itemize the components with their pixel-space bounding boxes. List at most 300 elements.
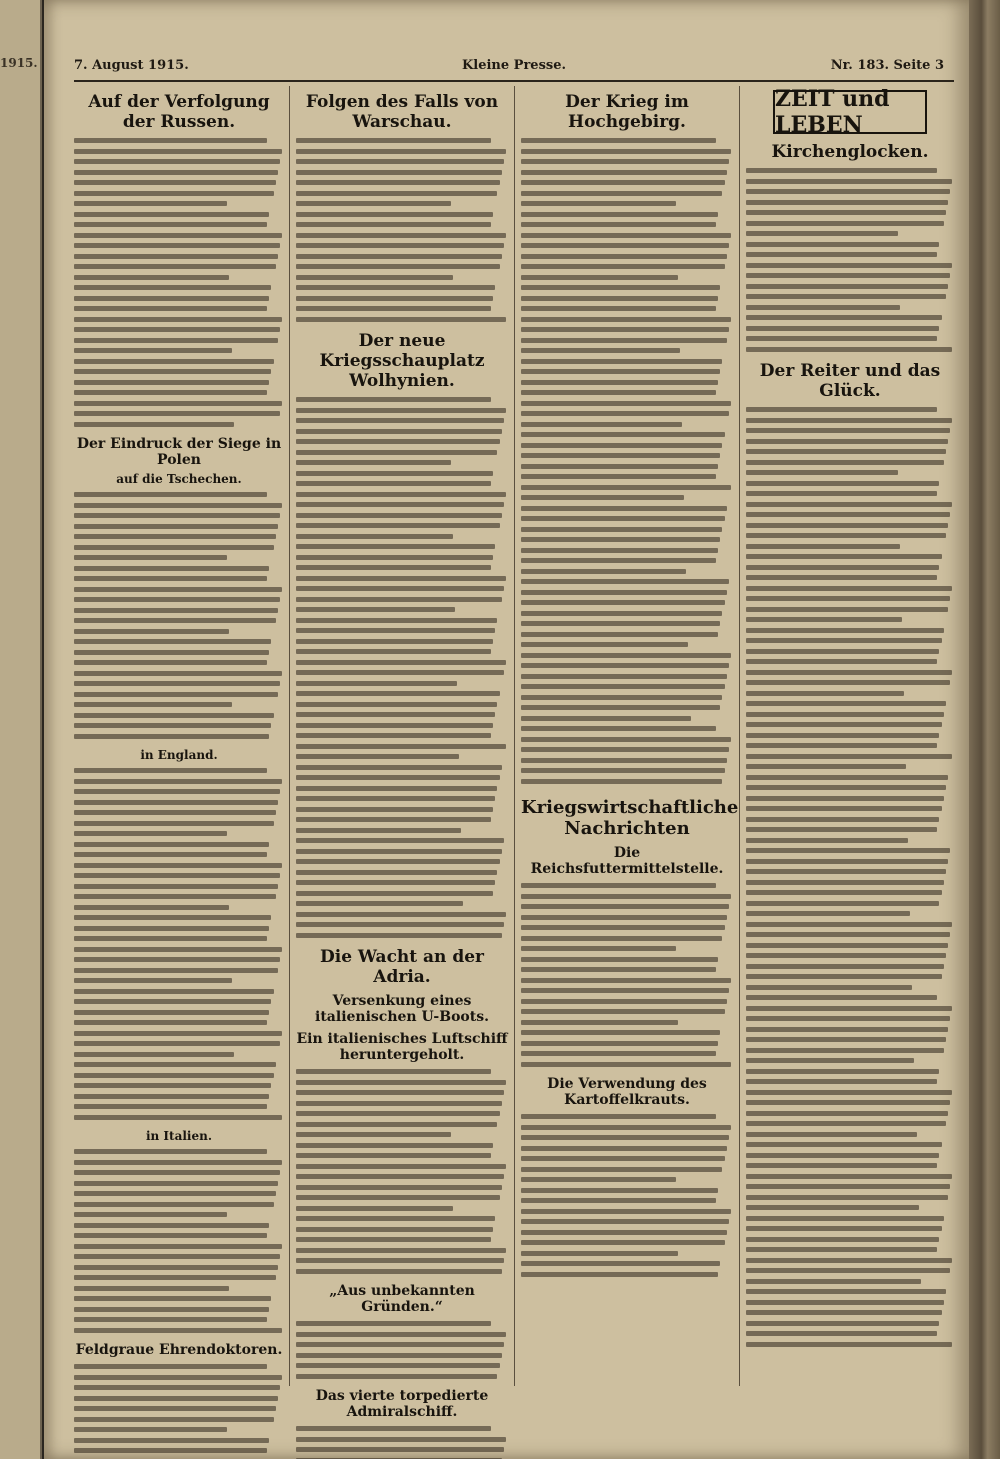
story-body: [746, 405, 954, 1350]
text-line-placeholder: [74, 1050, 284, 1061]
text-line-placeholder: [296, 157, 508, 168]
text-line-placeholder: [746, 1140, 954, 1151]
text-line-placeholder: [74, 1315, 284, 1326]
text-line-placeholder: [74, 1294, 284, 1305]
text-line-placeholder: [74, 1415, 284, 1426]
text-line-placeholder: [521, 986, 733, 997]
text-line-placeholder: [296, 304, 508, 315]
text-line-placeholder: [521, 157, 733, 168]
text-line-placeholder: [521, 556, 733, 567]
text-line-placeholder: [296, 626, 508, 637]
text-line-placeholder: [521, 315, 733, 326]
text-line-placeholder: [74, 210, 284, 221]
headline-fall-warsaw: Folgen des Falls von Warschau.: [305, 92, 499, 132]
text-line-placeholder: [746, 1067, 954, 1078]
text-line-placeholder: [296, 1372, 508, 1383]
text-line-placeholder: [296, 294, 508, 305]
text-line-placeholder: [746, 1329, 954, 1340]
text-line-placeholder: [746, 783, 954, 794]
text-line-placeholder: [746, 1203, 954, 1214]
text-line-placeholder: [521, 367, 733, 378]
text-line-placeholder: [74, 220, 284, 231]
text-line-placeholder: [296, 542, 508, 553]
text-line-placeholder: [296, 168, 508, 179]
article-body: [74, 1362, 284, 1457]
text-line-placeholder: [74, 1200, 284, 1211]
text-line-placeholder: [746, 510, 954, 521]
text-line-placeholder: [74, 1446, 284, 1457]
text-line-placeholder: [296, 668, 508, 679]
text-line-placeholder: [521, 651, 733, 662]
text-line-placeholder: [74, 283, 284, 294]
subheadline-italy: in Italien.: [145, 1129, 213, 1143]
adjacent-page-year: 1915.: [0, 58, 38, 69]
text-line-placeholder: [296, 1435, 508, 1446]
text-line-placeholder: [746, 1256, 954, 1267]
text-line-placeholder: [74, 1221, 284, 1232]
text-line-placeholder: [296, 605, 508, 616]
column-divider: [739, 86, 740, 1386]
text-line-placeholder: [521, 1228, 733, 1239]
text-line-placeholder: [521, 588, 733, 599]
text-line-placeholder: [521, 1165, 733, 1176]
text-line-placeholder: [746, 573, 954, 584]
article-body: [521, 881, 733, 1070]
text-line-placeholder: [521, 451, 733, 462]
text-line-placeholder: [521, 147, 733, 158]
text-line-placeholder: [521, 1196, 733, 1207]
text-line-placeholder: [521, 1060, 733, 1071]
text-line-placeholder: [74, 1383, 284, 1394]
text-line-placeholder: [746, 941, 954, 952]
text-line-placeholder: [74, 829, 284, 840]
text-line-placeholder: [74, 777, 284, 788]
text-line-placeholder: [746, 668, 954, 679]
text-line-placeholder: [74, 616, 284, 627]
text-line-placeholder: [74, 304, 284, 315]
text-line-placeholder: [74, 1189, 284, 1200]
text-line-placeholder: [521, 409, 733, 420]
text-line-placeholder: [296, 1445, 508, 1456]
headline-rider-and-luck: Der Reiter und das Glück.: [759, 361, 941, 401]
text-line-placeholder: [521, 1112, 733, 1123]
text-line-placeholder: [521, 178, 733, 189]
text-line-placeholder: [296, 763, 508, 774]
text-line-placeholder: [74, 1039, 284, 1050]
text-line-placeholder: [521, 378, 733, 389]
text-line-placeholder: [746, 1151, 954, 1162]
text-line-placeholder: [746, 1014, 954, 1025]
text-line-placeholder: [746, 405, 954, 416]
text-line-placeholder: [521, 514, 733, 525]
text-line-placeholder: [296, 1214, 508, 1225]
text-line-placeholder: [296, 1330, 508, 1341]
text-line-placeholder: [296, 731, 508, 742]
text-line-placeholder: [74, 690, 284, 701]
text-line-placeholder: [746, 437, 954, 448]
text-line-placeholder: [74, 273, 284, 284]
text-line-placeholder: [746, 500, 954, 511]
text-line-placeholder: [296, 437, 508, 448]
text-line-placeholder: [746, 720, 954, 731]
text-line-placeholder: [746, 489, 954, 500]
text-line-placeholder: [521, 630, 733, 641]
text-line-placeholder: [746, 334, 954, 345]
text-line-placeholder: [74, 1362, 284, 1373]
article-body: [296, 395, 508, 941]
headline-fourth-admiral-ship: Das vierte torpedierte Admiralschiff.: [315, 1388, 489, 1420]
text-line-placeholder: [746, 605, 954, 616]
text-line-placeholder: [74, 669, 284, 680]
text-line-placeholder: [521, 598, 733, 609]
subheadline-czechs: auf die Tschechen.: [116, 472, 242, 486]
text-line-placeholder: [296, 406, 508, 417]
text-line-placeholder: [74, 409, 284, 420]
text-line-placeholder: [746, 888, 954, 899]
headline-airship-downed: Ein italienisches Luftschiff heruntergeholt.: [296, 1031, 508, 1063]
article-body: [74, 1147, 284, 1336]
text-line-placeholder: [74, 252, 284, 263]
text-line-placeholder: [521, 567, 733, 578]
text-line-placeholder: [521, 168, 733, 179]
text-line-placeholder: [296, 899, 508, 910]
text-line-placeholder: [296, 1130, 508, 1141]
text-line-placeholder: [74, 189, 284, 200]
text-line-placeholder: [296, 416, 508, 427]
text-line-placeholder: [521, 703, 733, 714]
text-line-placeholder: [746, 951, 954, 962]
text-line-placeholder: [74, 147, 284, 158]
text-line-placeholder: [521, 273, 733, 284]
text-line-placeholder: [74, 532, 284, 543]
text-line-placeholder: [296, 500, 508, 511]
text-line-placeholder: [521, 1238, 733, 1249]
text-line-placeholder: [746, 815, 954, 826]
text-line-placeholder: [746, 1056, 954, 1067]
text-line-placeholder: [74, 1179, 284, 1190]
text-line-placeholder: [521, 399, 733, 410]
text-line-placeholder: [746, 219, 954, 230]
text-line-placeholder: [74, 966, 284, 977]
text-line-placeholder: [521, 262, 733, 273]
text-line-placeholder: [521, 525, 733, 536]
text-line-placeholder: [74, 840, 284, 851]
text-line-placeholder: [746, 1224, 954, 1235]
text-line-placeholder: [746, 271, 954, 282]
text-line-placeholder: [521, 504, 733, 515]
article-body: [74, 766, 284, 1123]
text-line-placeholder: [74, 987, 284, 998]
text-line-placeholder: [521, 346, 733, 357]
text-line-placeholder: [521, 672, 733, 683]
text-line-placeholder: [74, 522, 284, 533]
article-body: [74, 490, 284, 742]
text-line-placeholder: [74, 585, 284, 596]
header-date: 7. August 1915.: [74, 58, 189, 73]
text-line-placeholder: [296, 710, 508, 721]
column-4: [746, 86, 954, 1396]
text-line-placeholder: [296, 1319, 508, 1330]
text-line-placeholder: [296, 563, 508, 574]
text-line-placeholder: [521, 693, 733, 704]
text-line-placeholder: [746, 240, 954, 251]
text-line-placeholder: [746, 857, 954, 868]
text-line-placeholder: [296, 1183, 508, 1194]
text-line-placeholder: [74, 955, 284, 966]
text-line-placeholder: [746, 1130, 954, 1141]
text-line-placeholder: [746, 867, 954, 878]
column-divider: [289, 86, 290, 1386]
text-line-placeholder: [746, 615, 954, 626]
text-line-placeholder: [746, 229, 954, 240]
text-line-placeholder: [296, 616, 508, 627]
text-line-placeholder: [521, 965, 733, 976]
text-line-placeholder: [746, 972, 954, 983]
text-line-placeholder: [296, 458, 508, 469]
page-header: [74, 58, 954, 80]
text-line-placeholder: [746, 1161, 954, 1172]
text-line-placeholder: [521, 483, 733, 494]
text-line-placeholder: [296, 1099, 508, 1110]
text-line-placeholder: [746, 563, 954, 574]
text-line-placeholder: [746, 731, 954, 742]
text-line-placeholder: [746, 983, 954, 994]
feuilleton-banner: ZEIT und LEBEN: [773, 90, 927, 134]
text-line-placeholder: [74, 892, 284, 903]
text-line-placeholder: [296, 931, 508, 942]
text-line-placeholder: [521, 1049, 733, 1060]
text-line-placeholder: [521, 1039, 733, 1050]
text-line-placeholder: [74, 1060, 284, 1071]
text-line-placeholder: [296, 889, 508, 900]
text-line-placeholder: [74, 231, 284, 242]
text-line-placeholder: [296, 1109, 508, 1120]
text-line-placeholder: [521, 902, 733, 913]
text-line-placeholder: [521, 1007, 733, 1018]
text-line-placeholder: [746, 416, 954, 427]
header-rule: [74, 80, 954, 82]
text-line-placeholder: [521, 199, 733, 210]
text-line-placeholder: [746, 1046, 954, 1057]
text-line-placeholder: [521, 252, 733, 263]
text-line-placeholder: [74, 420, 284, 431]
text-line-placeholder: [296, 658, 508, 669]
article-body: [521, 1112, 733, 1280]
text-line-placeholder: [746, 846, 954, 857]
text-line-placeholder: [746, 187, 954, 198]
text-line-placeholder: [746, 250, 954, 261]
text-line-placeholder: [74, 658, 284, 669]
text-line-placeholder: [746, 794, 954, 805]
text-line-placeholder: [296, 448, 508, 459]
text-line-placeholder: [521, 766, 733, 777]
text-line-placeholder: [521, 1217, 733, 1228]
text-line-placeholder: [296, 1225, 508, 1236]
text-line-placeholder: [296, 283, 508, 294]
text-line-placeholder: [296, 773, 508, 784]
text-line-placeholder: [74, 1071, 284, 1082]
text-line-placeholder: [74, 679, 284, 690]
text-line-placeholder: [296, 1204, 508, 1215]
text-line-placeholder: [746, 1193, 954, 1204]
text-line-placeholder: [746, 920, 954, 931]
text-line-placeholder: [746, 878, 954, 889]
text-line-placeholder: [74, 1158, 284, 1169]
text-line-placeholder: [746, 1319, 954, 1330]
text-line-placeholder: [746, 752, 954, 763]
text-line-placeholder: [296, 1162, 508, 1173]
text-line-placeholder: [74, 1147, 284, 1158]
text-line-placeholder: [74, 325, 284, 336]
text-line-placeholder: [296, 878, 508, 889]
text-line-placeholder: [746, 762, 954, 773]
text-line-placeholder: [74, 721, 284, 732]
text-line-placeholder: [74, 511, 284, 522]
text-line-placeholder: [746, 458, 954, 469]
text-line-placeholder: [296, 679, 508, 690]
text-line-placeholder: [296, 910, 508, 921]
text-line-placeholder: [74, 157, 284, 168]
text-line-placeholder: [746, 1340, 954, 1351]
text-line-placeholder: [296, 1256, 508, 1267]
text-line-placeholder: [746, 1077, 954, 1088]
text-line-placeholder: [74, 490, 284, 501]
text-line-placeholder: [74, 357, 284, 368]
text-line-placeholder: [296, 689, 508, 700]
text-line-placeholder: [521, 735, 733, 746]
text-line-placeholder: [74, 378, 284, 389]
text-line-placeholder: [296, 1267, 508, 1278]
text-line-placeholder: [296, 241, 508, 252]
text-line-placeholder: [746, 1004, 954, 1015]
text-line-placeholder: [746, 521, 954, 532]
headline-feed-agency: Die Reichsfuttermittelstelle.: [530, 845, 724, 877]
text-line-placeholder: [74, 798, 284, 809]
poem-body: [746, 166, 954, 355]
text-line-placeholder: [746, 282, 954, 293]
text-line-placeholder: [746, 426, 954, 437]
text-line-placeholder: [296, 252, 508, 263]
text-line-placeholder: [746, 1025, 954, 1036]
text-line-placeholder: [74, 913, 284, 924]
text-line-placeholder: [296, 721, 508, 732]
text-line-placeholder: [746, 1287, 954, 1298]
text-line-placeholder: [746, 1172, 954, 1183]
text-line-placeholder: [74, 1242, 284, 1253]
text-line-placeholder: [521, 493, 733, 504]
text-line-placeholder: [296, 815, 508, 826]
text-line-placeholder: [746, 773, 954, 784]
text-line-placeholder: [296, 220, 508, 231]
text-line-placeholder: [74, 871, 284, 882]
text-line-placeholder: [74, 606, 284, 617]
text-line-placeholder: [521, 682, 733, 693]
text-line-placeholder: [296, 178, 508, 189]
text-line-placeholder: [296, 1120, 508, 1131]
text-line-placeholder: [296, 1351, 508, 1362]
text-line-placeholder: [74, 819, 284, 830]
text-line-placeholder: [296, 574, 508, 585]
text-line-placeholder: [74, 1252, 284, 1263]
text-line-placeholder: [74, 850, 284, 861]
article-body: [74, 136, 284, 430]
text-line-placeholder: [521, 976, 733, 987]
text-line-placeholder: [521, 546, 733, 557]
text-line-placeholder: [746, 1266, 954, 1277]
text-line-placeholder: [746, 825, 954, 836]
text-line-placeholder: [74, 241, 284, 252]
text-line-placeholder: [296, 1088, 508, 1099]
text-line-placeholder: [296, 1424, 508, 1435]
text-line-placeholder: [74, 1394, 284, 1405]
text-line-placeholder: [521, 535, 733, 546]
text-line-placeholder: [296, 700, 508, 711]
headline-honorary-doctors: Feldgraue Ehrendoktoren.: [75, 1342, 283, 1358]
text-line-placeholder: [74, 543, 284, 554]
article-body: [521, 136, 733, 787]
text-line-placeholder: [746, 1035, 954, 1046]
text-line-placeholder: [296, 584, 508, 595]
text-line-placeholder: [296, 868, 508, 879]
article-body: [296, 136, 508, 325]
text-line-placeholder: [521, 714, 733, 725]
text-line-placeholder: [296, 784, 508, 795]
text-line-placeholder: [746, 208, 954, 219]
text-line-placeholder: [296, 395, 508, 406]
text-line-placeholder: [746, 909, 954, 920]
text-line-placeholder: [521, 1144, 733, 1155]
text-line-placeholder: [74, 945, 284, 956]
adjacent-page-fragment: [0, 0, 42, 1459]
text-line-placeholder: [296, 742, 508, 753]
text-line-placeholder: [521, 283, 733, 294]
text-line-placeholder: [746, 584, 954, 595]
text-line-placeholder: [746, 594, 954, 605]
text-line-placeholder: [74, 1284, 284, 1295]
text-line-placeholder: [74, 399, 284, 410]
text-line-placeholder: [746, 345, 954, 356]
text-line-placeholder: [521, 441, 733, 452]
text-line-placeholder: [521, 1018, 733, 1029]
text-line-placeholder: [746, 1245, 954, 1256]
text-line-placeholder: [296, 920, 508, 931]
text-line-placeholder: [296, 1246, 508, 1257]
text-line-placeholder: [521, 640, 733, 651]
text-line-placeholder: [521, 1154, 733, 1165]
text-line-placeholder: [296, 262, 508, 273]
text-line-placeholder: [74, 1404, 284, 1415]
text-line-placeholder: [74, 997, 284, 1008]
text-line-placeholder: [296, 189, 508, 200]
text-line-placeholder: [746, 292, 954, 303]
text-line-placeholder: [74, 199, 284, 210]
text-line-placeholder: [746, 479, 954, 490]
text-line-placeholder: [521, 724, 733, 735]
text-line-placeholder: [74, 178, 284, 189]
text-line-placeholder: [74, 346, 284, 357]
book-binding-edge: [969, 0, 1000, 1459]
headline-adriatic: Die Wacht an der Adria.: [320, 947, 484, 987]
text-line-placeholder: [521, 913, 733, 924]
headline-war-high-mountains: Der Krieg im Hochgebirg.: [565, 92, 689, 132]
text-line-placeholder: [521, 997, 733, 1008]
text-line-placeholder: [296, 136, 508, 147]
text-line-placeholder: [296, 532, 508, 543]
text-line-placeholder: [746, 710, 954, 721]
text-line-placeholder: [521, 430, 733, 441]
text-line-placeholder: [74, 168, 284, 179]
headline-volhynia: Der neue Kriegsschauplatz Wolhynien.: [319, 331, 485, 391]
